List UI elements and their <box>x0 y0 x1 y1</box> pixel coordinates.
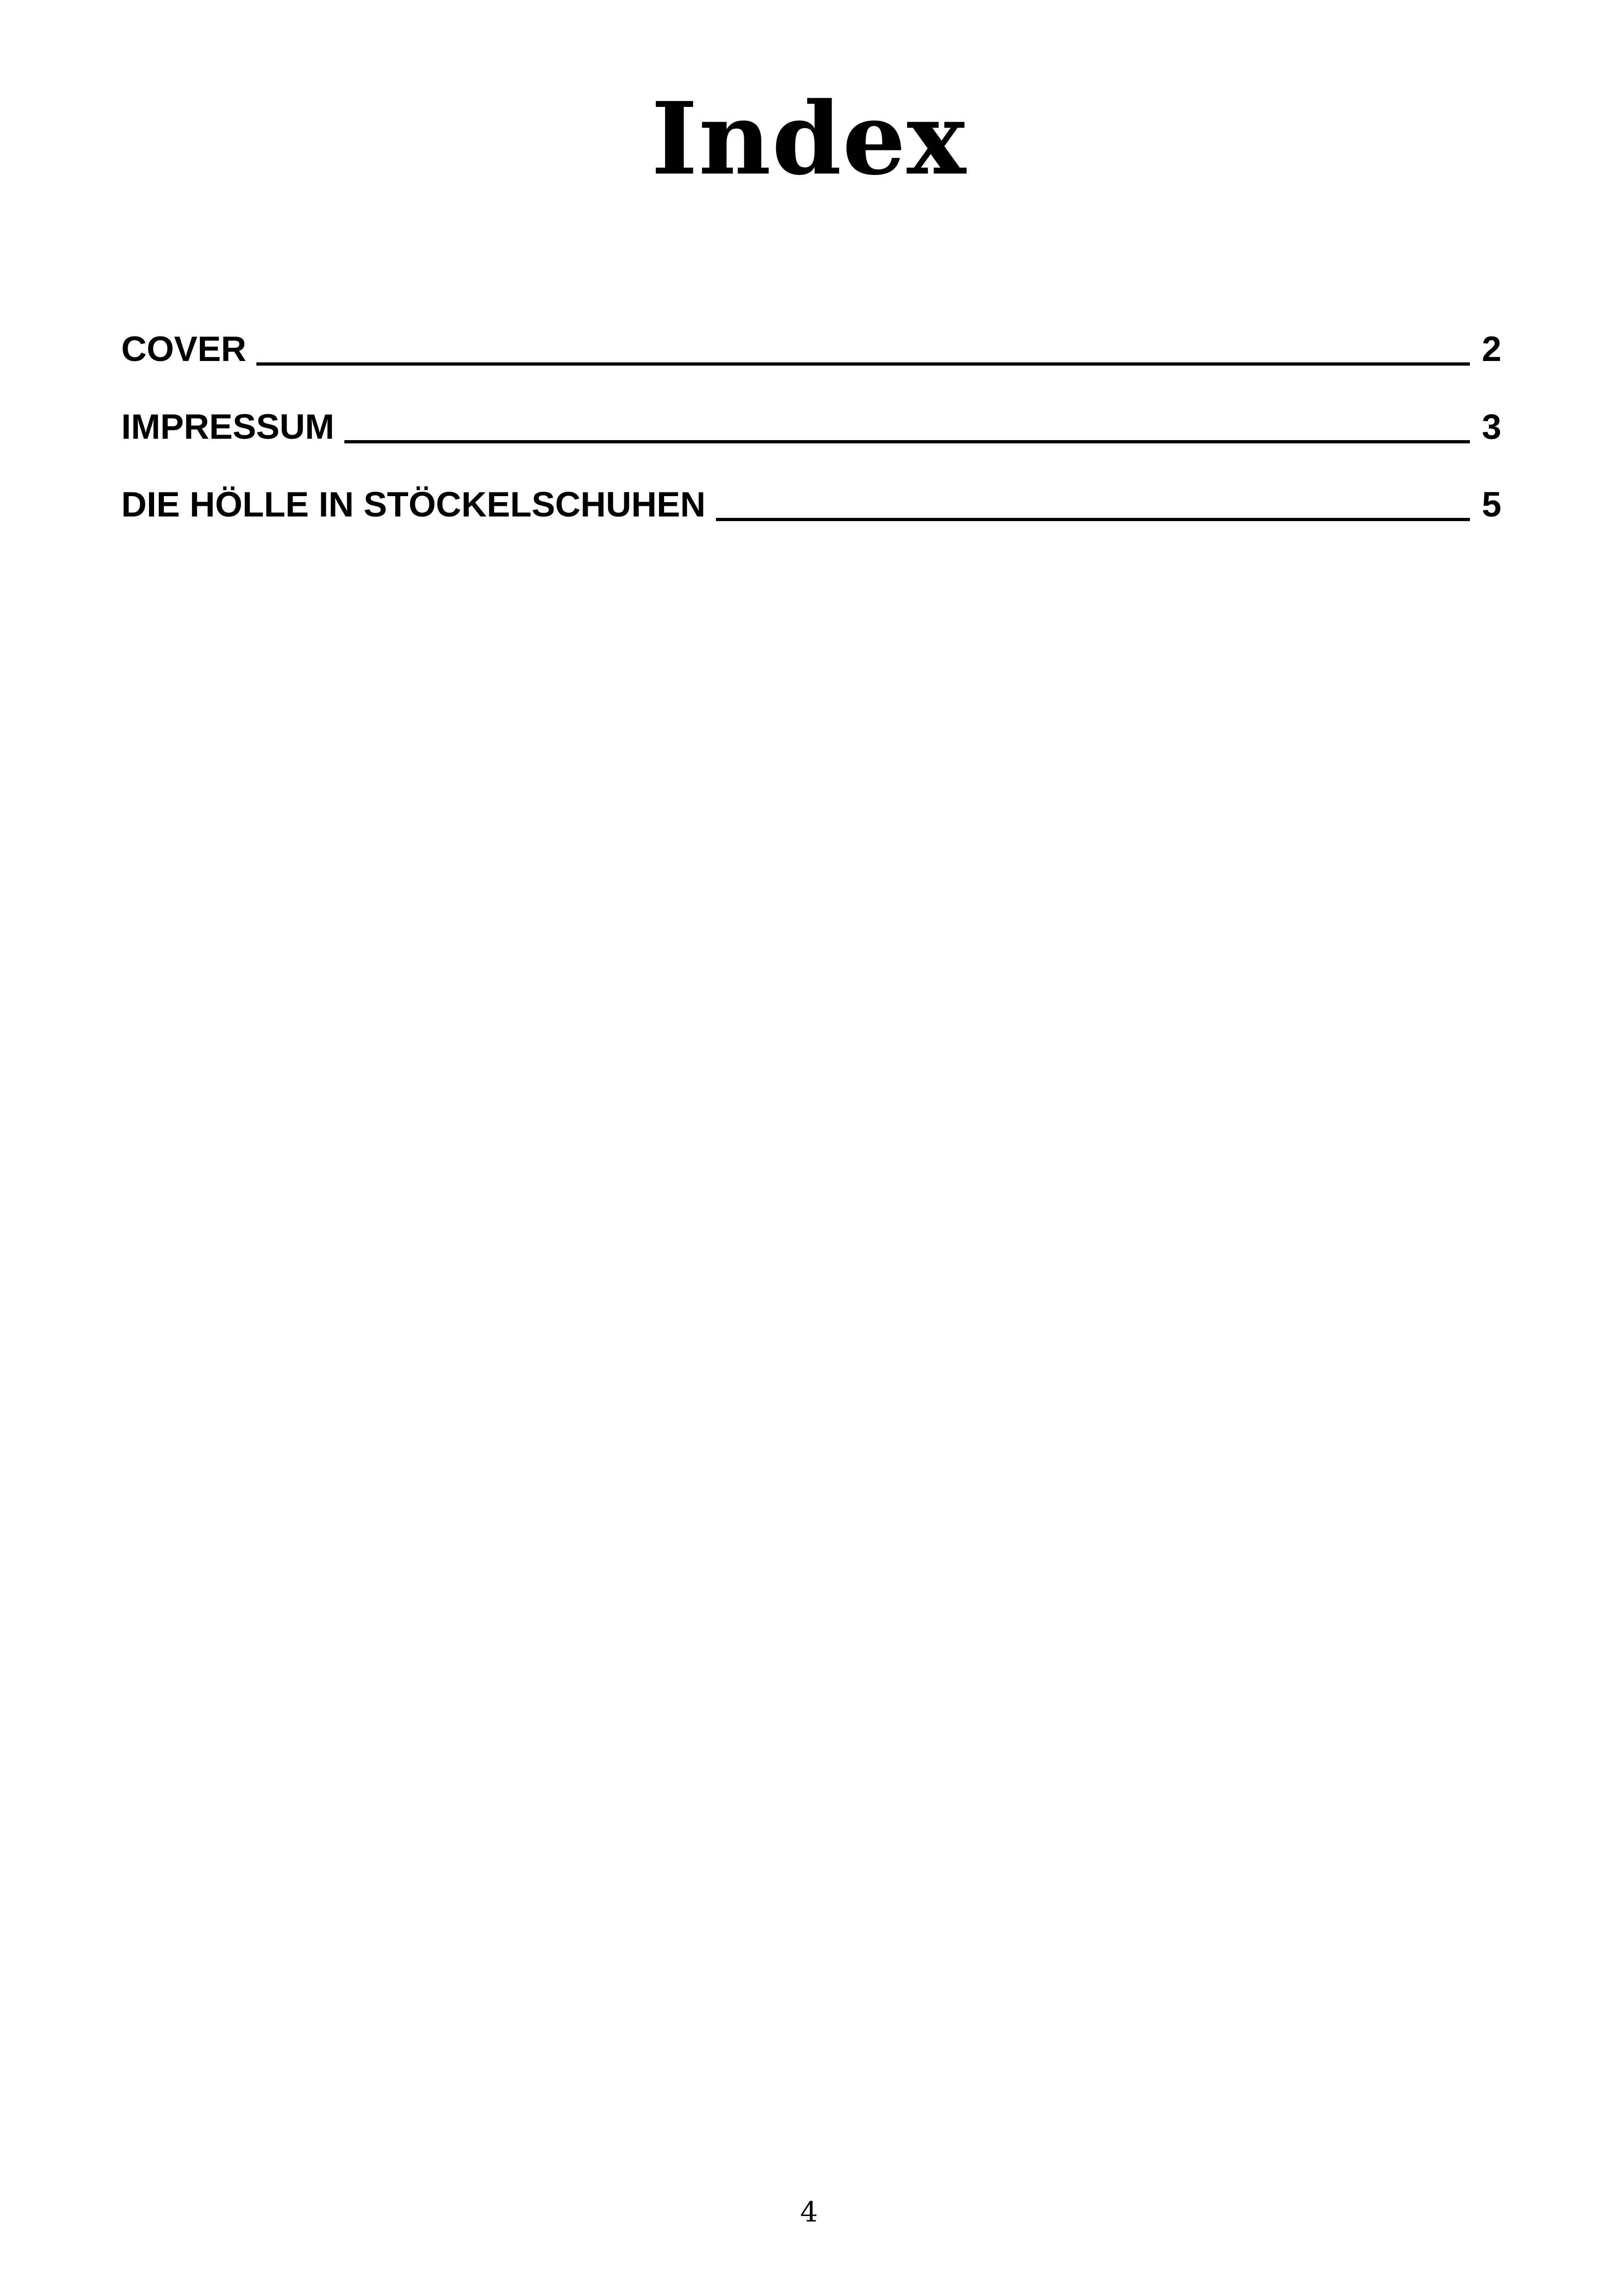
table-of-contents <box>121 324 1501 557</box>
page-number: 4 <box>800 2196 818 2228</box>
toc-entry-page: 5 <box>1481 485 1501 524</box>
toc-leader-line <box>716 518 1470 521</box>
toc-entry-cover[interactable] <box>121 324 1501 375</box>
toc-entry-label: COVER <box>121 330 247 369</box>
toc-entry-page: 2 <box>1481 330 1501 369</box>
toc-leader-line <box>344 440 1469 443</box>
toc-entry-label: DIE HÖLLE IN STÖCKELSCHUHEN <box>121 485 706 524</box>
toc-entry-page: 3 <box>1481 407 1501 447</box>
page-title: Index <box>651 80 967 197</box>
toc-leader-line <box>256 362 1469 366</box>
toc-entry-die-hoelle[interactable] <box>121 479 1501 530</box>
toc-entry-impressum[interactable] <box>121 402 1501 453</box>
toc-entry-label: IMPRESSUM <box>121 407 335 447</box>
